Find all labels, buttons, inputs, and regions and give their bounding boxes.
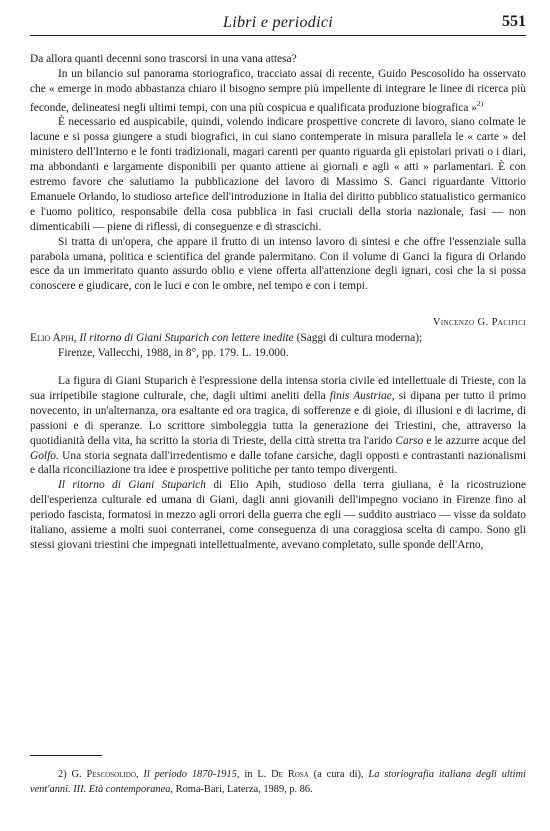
paragraph-2 (30, 67, 526, 116)
italic-run: finis Austriae, (329, 389, 395, 402)
review-pubinfo: Firenze, Vallecchi, 1988, in 8°, pp. 179. L. 19.000. (58, 347, 289, 360)
text-run: in L. (244, 769, 267, 780)
footnote-title: Il periodo 1870-1915, (143, 769, 240, 780)
review-book-title: Il ritorno di Giani Stuparich con lettere inedite (79, 332, 294, 345)
review-body (30, 374, 526, 553)
footnote-work: La storiografia italiana degli ultimi vent'anni. III. Età contemporanea, (30, 769, 526, 795)
page-header (30, 13, 526, 36)
page-number: 551 (502, 13, 526, 30)
paragraph-1: Da allora quanti decenni sono trascorsi in una vana attesa? (30, 53, 297, 65)
review-paragraph-1 (30, 374, 526, 478)
main-text (30, 52, 526, 553)
text-run: e le azzurre acque del (426, 434, 526, 447)
footnote-divider (30, 755, 102, 756)
paragraph-4: Si tratta di un'opera, che appare il frutto di un intenso lavoro di sintesi e che offre l'essenziale sulla parabola umana, politica e scientifica del grande palermitano. Con il volume di Ganci la figura di Orlando esce da un immeritato quanto assurdo oblio e viene offerta all'attenzione degli ignari, così che la si possa conoscere e giudicare, con le luci e con le ombre, nel tempo e con i tempi. (30, 235, 526, 293)
review-series: (Saggi di cultura moderna); (296, 332, 423, 345)
review-signature: Vincenzo G. Pacifici (432, 317, 526, 329)
text-run: di Elio Apih, studioso della terra giuliana, è la ricostruzione dell'esperienza culturale ed umana di Giani, dagli anni giovanili dell'impegno vociano in Firenze fino al periodo fascista, formatosi in mezzo agli orrori della guerra che egli — suddito austriaco — visse da soldato italiano, assieme a molti suoi conterranei, come conseguenza di una coraggiosa scelta di campo. Sono gli stessi giovani triestini che impegnati intellettualmente, avevano completato, sulle sponde dell'Arno, (30, 479, 526, 551)
review-author: Elio Apih, (30, 332, 77, 345)
footnote-ref: 2) (476, 98, 484, 108)
footnote-details: Roma-Bari, Laterza, 1989, p. 86. (175, 783, 313, 795)
footnote-author: G. Pescosolido, (71, 769, 139, 780)
footnote-2 (30, 768, 526, 797)
paragraph-3: È necessario ed auspicabile, quindi, volendo indicare prospettive concrete di lavoro, siano colmate le lacune e si possa giungere a studi biografici, in cui siano contemperate in misura parallela le « carte » del ministero dell'Interno e le fonti tradizionali, magari carenti per quanto riguarda gli epistolari privati o i diari, ma abbondanti e largamente disponibili per quanto attiene ai giornali e agli « atti » parlamentari. È con estremo favore che salutiamo la pubblicazione del lavoro di Massimo S. Ganci riguardante Vittorio Emanuele Orlando, lo studioso artefice dell'introduzione in Italia del diritto pubblico statualistico germanico e l'uomo politico, responsabile della cosa pubblica in fasi cruciali della storia nazionale, fasi — non dimenticabili — piene di riflessi, di conseguenze e di strascichi. (30, 116, 526, 233)
text-run: Una storia segnata dall'irredentismo e dalle tofane carsiche, dagli opposti e contrastanti nazionalismi e dalla riconciliazione tra idee e prospettive politiche per tanto tempo divergenti. (30, 449, 526, 477)
italic-run: Il ritorno di Giani Stuparich (58, 479, 206, 492)
review-heading (30, 331, 526, 361)
running-title: Libri e periodici (223, 14, 333, 31)
footnote-editor: De Rosa (271, 769, 309, 780)
text-run: si dipana per tutto il primo novecento, in un'alternanza, ora esaltante ed ora tragica, di sofferenze e di gioie, di illusioni e di lacrime, di passioni e di speranze. Lo scrittore simboleggia tutta la generazione dei Triestini, che, attraverso la quotidianità della vita, ha scritto la storia di Trieste, della città stretta tra l'arido (30, 389, 526, 447)
review-paragraph-2 (30, 478, 526, 553)
italic-run: Carso (395, 434, 424, 447)
text-run: La figura di Giani Stuparich è l'espressione della intensa storia civile ed intellettuale di Trieste, con la sua irripetibile stagione culturale, che, dagli ultimi aneliti della (30, 375, 526, 402)
italic-run: Golfo. (30, 449, 59, 462)
paragraph-2-text: In un bilancio sul panorama storiografico, tracciato assai di recente, Guido Pescosolido ha osservato che « emerge in modo abbastanza chiaro il bisogno sempre più impellente di integrare le linee di ricerca più feconde, delineatesi negli ultimi tempi, con una più cospicua e qualificata produzione biografica » (30, 67, 526, 114)
footnote (30, 768, 526, 797)
footnote-marker: 2) (58, 769, 67, 780)
text-run: (a cura di), (313, 769, 364, 780)
